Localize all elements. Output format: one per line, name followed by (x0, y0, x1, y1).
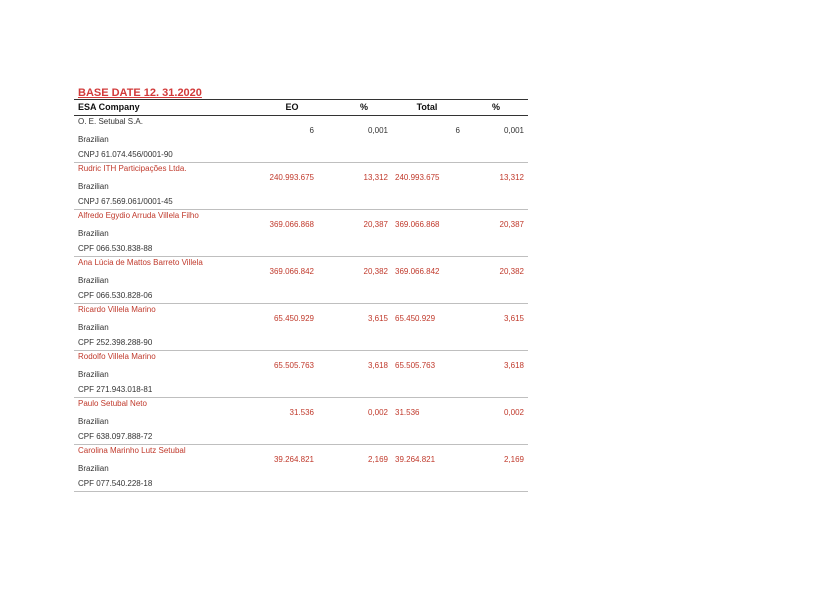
shareholder-name: Ricardo Villela Marino (78, 305, 156, 314)
total-percent: 0,001 (503, 126, 524, 135)
eo-percent: 0,001 (367, 126, 388, 135)
table-row (74, 304, 528, 351)
eo-shares: 369.066.842 (269, 267, 314, 276)
eo-percent: 3,615 (367, 314, 388, 323)
total-shares: 39.264.821 (395, 455, 436, 464)
total-shares: 6 (455, 126, 460, 135)
nationality: Brazilian (78, 323, 109, 332)
tax-id: CPF 252.398.288-90 (78, 338, 153, 347)
tax-id: CPF 066.530.828-06 (78, 291, 153, 300)
eo-shares: 31.536 (289, 408, 314, 417)
total-percent: 20,387 (499, 220, 524, 229)
total-percent: 13,312 (499, 173, 524, 182)
table-row (74, 257, 528, 304)
table-row (74, 351, 528, 398)
total-percent: 20,382 (499, 267, 524, 276)
nationality: Brazilian (78, 464, 109, 473)
table-header (74, 99, 528, 116)
total-shares: 369.066.868 (395, 220, 440, 229)
nationality: Brazilian (78, 182, 109, 191)
shareholder-name: O. E. Setubal S.A. (78, 117, 143, 126)
eo-shares: 369.066.868 (269, 220, 314, 229)
total-shares: 31.536 (395, 408, 420, 417)
eo-percent: 20,382 (363, 267, 388, 276)
table-row (74, 210, 528, 257)
shareholder-name: Paulo Setubal Neto (78, 399, 147, 408)
eo-percent: 13,312 (363, 173, 388, 182)
shareholder-name: Rudric ITH Participações Ltda. (78, 164, 187, 173)
tax-id: CPF 066.530.838-88 (78, 244, 153, 253)
table-row (74, 116, 528, 163)
eo-shares: 65.505.763 (273, 361, 314, 370)
header-total-percent: % (491, 102, 500, 112)
eo-shares: 65.450.929 (273, 314, 314, 323)
tax-id: CPF 271.943.018-81 (78, 385, 153, 394)
tax-id: CNPJ 61.074.456/0001-90 (78, 150, 173, 159)
nationality: Brazilian (78, 135, 109, 144)
header-company: ESA Company (78, 102, 140, 112)
total-percent: 0,002 (503, 408, 524, 417)
total-shares: 369.066.842 (395, 267, 440, 276)
eo-percent: 3,618 (367, 361, 388, 370)
table-row (74, 445, 528, 492)
eo-percent: 2,169 (367, 455, 388, 464)
eo-shares: 6 (309, 126, 314, 135)
shareholder-name: Ana Lúcia de Mattos Barreto Villela (78, 258, 203, 267)
tax-id: CNPJ 67.569.061/0001-45 (78, 197, 173, 206)
header-total: Total (416, 102, 438, 112)
eo-percent: 0,002 (367, 408, 388, 417)
base-date-title: BASE DATE 12. 31.2020 (78, 87, 202, 99)
table-row (74, 398, 528, 445)
shareholders-table (74, 99, 528, 492)
total-percent: 3,615 (503, 314, 524, 323)
tax-id: CPF 638.097.888-72 (78, 432, 153, 441)
eo-percent: 20,387 (363, 220, 388, 229)
shareholder-name: Rodolfo Villela Marino (78, 352, 156, 361)
shareholder-name: Carolina Marinho Lutz Setubal (78, 446, 186, 455)
header-eo: EO (285, 102, 299, 112)
table-row (74, 163, 528, 210)
nationality: Brazilian (78, 417, 109, 426)
shareholder-name: Alfredo Egydio Arruda Villela Filho (78, 211, 199, 220)
nationality: Brazilian (78, 229, 109, 238)
total-shares: 65.505.763 (395, 361, 436, 370)
nationality: Brazilian (78, 370, 109, 379)
total-shares: 240.993.675 (395, 173, 440, 182)
tax-id: CPF 077.540.228-18 (78, 479, 153, 488)
eo-shares: 39.264.821 (273, 455, 314, 464)
nationality: Brazilian (78, 276, 109, 285)
total-percent: 2,169 (503, 455, 524, 464)
eo-shares: 240.993.675 (269, 173, 314, 182)
total-percent: 3,618 (503, 361, 524, 370)
total-shares: 65.450.929 (395, 314, 436, 323)
header-eo-percent: % (359, 102, 368, 112)
